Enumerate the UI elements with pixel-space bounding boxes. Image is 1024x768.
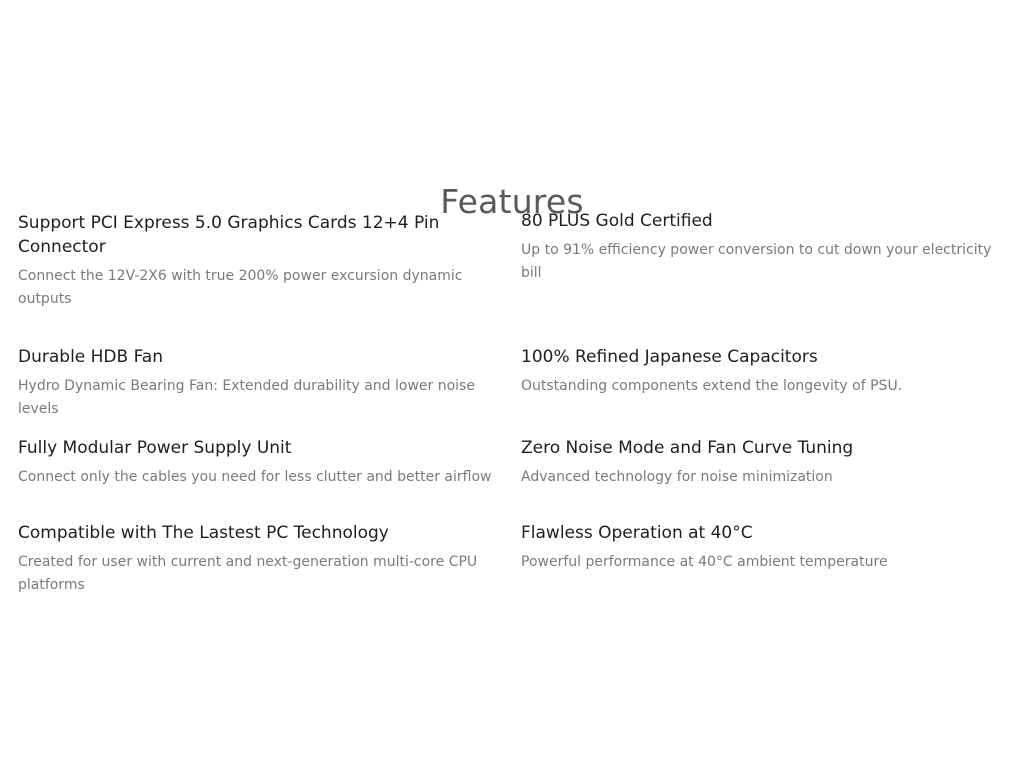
feature-title: 100% Refined Japanese Capacitors bbox=[521, 347, 818, 367]
feature-description: Powerful performance at 40°C ambient temperature bbox=[521, 554, 888, 570]
feature-description: Connect only the cables you need for less clutter and better airflow bbox=[18, 469, 492, 485]
section-title: Features bbox=[440, 182, 584, 222]
feature-title: Fully Modular Power Supply Unit bbox=[18, 438, 292, 458]
feature-description: Created for user with current and next-generation multi-core CPU platforms bbox=[18, 554, 478, 593]
feature-description: Connect the 12V-2X6 with true 200% power excursion dynamic outputs bbox=[18, 268, 463, 307]
feature-description: Hydro Dynamic Bearing Fan: Extended durability and lower noise levels bbox=[18, 378, 475, 417]
feature-item bbox=[18, 436, 504, 489]
feature-item bbox=[18, 211, 504, 311]
feature-title: Compatible with The Lastest PC Technology bbox=[18, 523, 389, 543]
feature-description: Advanced technology for noise minimization bbox=[521, 469, 833, 485]
feature-description: Outstanding components extend the longevity of PSU. bbox=[521, 378, 903, 394]
feature-description: Up to 91% efficiency power conversion to cut down your electricity bill bbox=[521, 242, 992, 281]
feature-item bbox=[18, 521, 504, 597]
feature-item bbox=[521, 521, 1007, 574]
feature-item bbox=[521, 345, 1007, 398]
feature-item bbox=[521, 209, 1007, 285]
feature-title: Zero Noise Mode and Fan Curve Tuning bbox=[521, 438, 854, 458]
feature-title: Support PCI Express 5.0 Graphics Cards 12+4 Pin Connector bbox=[18, 213, 440, 257]
feature-title: Durable HDB Fan bbox=[18, 347, 163, 367]
feature-item bbox=[521, 436, 1007, 489]
feature-item bbox=[18, 345, 504, 421]
feature-title: Flawless Operation at 40°C bbox=[521, 523, 753, 543]
feature-title: 80 PLUS Gold Certified bbox=[521, 211, 713, 231]
